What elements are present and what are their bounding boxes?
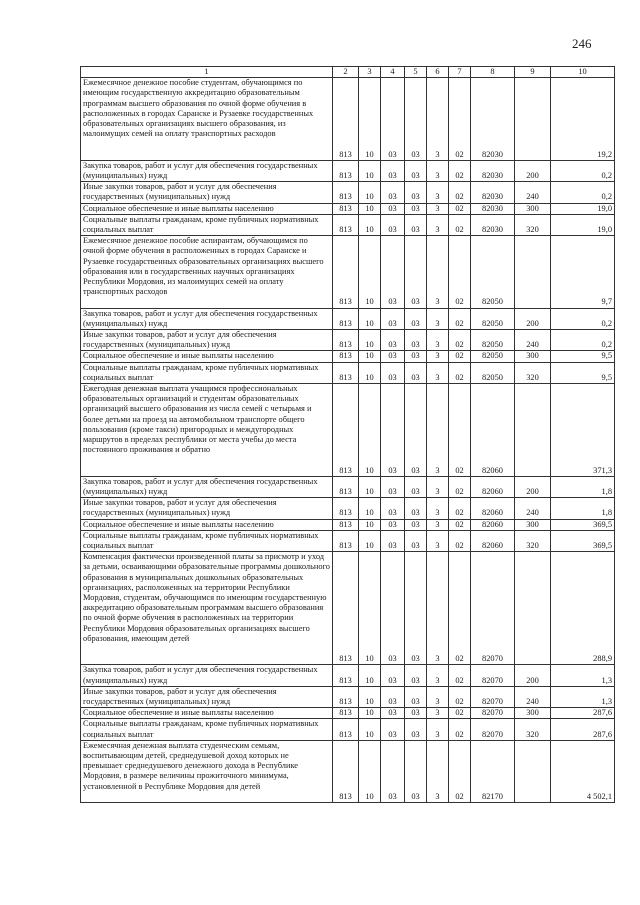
column-header-7: 7 (449, 67, 471, 78)
cell-c9: 320 (515, 530, 551, 551)
row-description: Иные закупки товаров, работ и услуг для обеспечения государственных (муниципальных) нужд (81, 182, 333, 203)
cell-c8: 82030 (471, 78, 515, 161)
cell-c7: 02 (449, 665, 471, 686)
cell-c6: 3 (427, 476, 449, 497)
cell-c10: 369,5 (551, 519, 615, 530)
cell-c8: 82070 (471, 708, 515, 719)
cell-c8: 82060 (471, 476, 515, 497)
row-description: Социальные выплаты гражданам, кроме публичных нормативных социальных выплат (81, 214, 333, 235)
cell-c5: 03 (405, 552, 427, 665)
cell-c7: 02 (449, 203, 471, 214)
cell-c7: 02 (449, 182, 471, 203)
row-description: Ежемесячное денежное пособие аспирантам, обучающимся по очной форме обучения в расположенных в городах Саранске и Рузаевке государственных образовательных организациях высшего образования или в государственных научных организациях Республики Мордовия, из малоимущих семей на оплату транспортных расходов (81, 236, 333, 308)
cell-c2: 813 (333, 330, 359, 351)
cell-c6: 3 (427, 530, 449, 551)
cell-c2: 813 (333, 384, 359, 477)
table-row (81, 530, 615, 551)
cell-c7: 02 (449, 236, 471, 308)
row-description: Социальные выплаты гражданам, кроме публичных нормативных социальных выплат (81, 530, 333, 551)
cell-c7: 02 (449, 330, 471, 351)
cell-c7: 02 (449, 498, 471, 519)
cell-c2: 813 (333, 708, 359, 719)
cell-c2: 813 (333, 665, 359, 686)
cell-c5: 03 (405, 708, 427, 719)
cell-c8: 82030 (471, 214, 515, 235)
cell-c9: 240 (515, 686, 551, 707)
table-row (81, 719, 615, 740)
cell-c2: 813 (333, 78, 359, 161)
page-number: 246 (572, 36, 592, 51)
cell-c2: 813 (333, 476, 359, 497)
cell-c6: 3 (427, 330, 449, 351)
row-description: Ежемесячное денежное пособие студентам, обучающимся по имеющим государственную аккредитацию образовательным программам высшего образования по очной форме обучения в расположенных в городах Саранске и Рузаевке государственных образовательных организациях высшего образования, из малоимущих семей на оплату транспортных расходов (81, 78, 333, 161)
cell-c10: 1,3 (551, 686, 615, 707)
cell-c8: 82050 (471, 351, 515, 362)
cell-c10: 19,0 (551, 203, 615, 214)
cell-c9: 200 (515, 160, 551, 181)
cell-c8: 82070 (471, 665, 515, 686)
row-description: Социальные выплаты гражданам, кроме публичных нормативных социальных выплат (81, 719, 333, 740)
cell-c9: 320 (515, 362, 551, 383)
cell-c4: 03 (381, 498, 405, 519)
table-row (81, 476, 615, 497)
table-row (81, 351, 615, 362)
table-row (81, 519, 615, 530)
cell-c6: 3 (427, 351, 449, 362)
header-row (81, 67, 615, 78)
row-description: Закупка товаров, работ и услуг для обеспечения государственных (муниципальных) нужд (81, 665, 333, 686)
cell-c10: 4 502,1 (551, 740, 615, 802)
cell-c2: 813 (333, 519, 359, 530)
cell-c6: 3 (427, 182, 449, 203)
cell-c5: 03 (405, 351, 427, 362)
cell-c8: 82050 (471, 330, 515, 351)
cell-c8: 82070 (471, 552, 515, 665)
cell-c8: 82030 (471, 203, 515, 214)
cell-c3: 10 (359, 384, 381, 477)
table-row (81, 498, 615, 519)
cell-c4: 03 (381, 351, 405, 362)
cell-c3: 10 (359, 552, 381, 665)
cell-c5: 03 (405, 362, 427, 383)
cell-c8: 82050 (471, 362, 515, 383)
cell-c4: 03 (381, 203, 405, 214)
cell-c7: 02 (449, 686, 471, 707)
cell-c7: 02 (449, 78, 471, 161)
cell-c7: 02 (449, 719, 471, 740)
row-description: Социальное обеспечение и иные выплаты населению (81, 519, 333, 530)
cell-c6: 3 (427, 552, 449, 665)
cell-c10: 0,2 (551, 182, 615, 203)
cell-c9: 200 (515, 665, 551, 686)
cell-c5: 03 (405, 182, 427, 203)
cell-c9: 300 (515, 519, 551, 530)
cell-c8: 82030 (471, 182, 515, 203)
cell-c10: 0,2 (551, 308, 615, 329)
row-description: Социальное обеспечение и иные выплаты населению (81, 708, 333, 719)
cell-c7: 02 (449, 351, 471, 362)
cell-c3: 10 (359, 498, 381, 519)
cell-c10: 287,6 (551, 708, 615, 719)
table-row (81, 362, 615, 383)
cell-c9: 320 (515, 719, 551, 740)
table-row (81, 308, 615, 329)
cell-c2: 813 (333, 498, 359, 519)
cell-c8: 82060 (471, 498, 515, 519)
cell-c10: 288,9 (551, 552, 615, 665)
cell-c3: 10 (359, 708, 381, 719)
cell-c10: 1,8 (551, 498, 615, 519)
cell-c9: 240 (515, 330, 551, 351)
cell-c4: 03 (381, 552, 405, 665)
cell-c4: 03 (381, 686, 405, 707)
column-header-6: 6 (427, 67, 449, 78)
cell-c6: 3 (427, 740, 449, 802)
cell-c3: 10 (359, 351, 381, 362)
table-row (81, 160, 615, 181)
cell-c4: 03 (381, 160, 405, 181)
cell-c10: 19,0 (551, 214, 615, 235)
column-header-5: 5 (405, 67, 427, 78)
cell-c9 (515, 740, 551, 802)
cell-c5: 03 (405, 203, 427, 214)
cell-c2: 813 (333, 214, 359, 235)
cell-c10: 9,5 (551, 351, 615, 362)
cell-c7: 02 (449, 740, 471, 802)
cell-c5: 03 (405, 519, 427, 530)
cell-c4: 03 (381, 384, 405, 477)
table-row (81, 214, 615, 235)
cell-c5: 03 (405, 330, 427, 351)
table-row (81, 236, 615, 308)
cell-c9 (515, 552, 551, 665)
cell-c8: 82050 (471, 236, 515, 308)
cell-c3: 10 (359, 308, 381, 329)
cell-c10: 9,5 (551, 362, 615, 383)
row-description: Иные закупки товаров, работ и услуг для обеспечения государственных (муниципальных) нужд (81, 686, 333, 707)
cell-c5: 03 (405, 740, 427, 802)
cell-c4: 03 (381, 740, 405, 802)
budget-table (80, 66, 615, 803)
cell-c3: 10 (359, 182, 381, 203)
column-header-2: 2 (333, 67, 359, 78)
cell-c3: 10 (359, 214, 381, 235)
cell-c4: 03 (381, 362, 405, 383)
cell-c5: 03 (405, 236, 427, 308)
cell-c9: 240 (515, 498, 551, 519)
cell-c8: 82060 (471, 519, 515, 530)
cell-c5: 03 (405, 476, 427, 497)
cell-c6: 3 (427, 519, 449, 530)
cell-c4: 03 (381, 236, 405, 308)
cell-c6: 3 (427, 686, 449, 707)
row-description: Иные закупки товаров, работ и услуг для обеспечения государственных (муниципальных) нужд (81, 330, 333, 351)
cell-c3: 10 (359, 203, 381, 214)
cell-c3: 10 (359, 665, 381, 686)
table-row (81, 203, 615, 214)
cell-c9: 300 (515, 708, 551, 719)
row-description: Иные закупки товаров, работ и услуг для обеспечения государственных (муниципальных) нужд (81, 498, 333, 519)
cell-c7: 02 (449, 519, 471, 530)
cell-c3: 10 (359, 719, 381, 740)
row-description: Ежегодная денежная выплата учащимся профессиональных образовательных организаций и студентам образовательных организаций высшего образования из числа семей с четырьмя и более детьми на проезд на автомобильном транспорте общего пользования (кроме такси) пригородных и междугородных маршрутов в пределах республики от места учебы до места постоянного проживания и обратно (81, 384, 333, 477)
cell-c2: 813 (333, 362, 359, 383)
table-row (81, 330, 615, 351)
row-description: Социальное обеспечение и иные выплаты населению (81, 351, 333, 362)
cell-c6: 3 (427, 203, 449, 214)
cell-c7: 02 (449, 384, 471, 477)
cell-c5: 03 (405, 214, 427, 235)
cell-c4: 03 (381, 182, 405, 203)
cell-c7: 02 (449, 160, 471, 181)
cell-c9 (515, 78, 551, 161)
cell-c10: 287,6 (551, 719, 615, 740)
table-row (81, 78, 615, 161)
cell-c2: 813 (333, 236, 359, 308)
cell-c9 (515, 236, 551, 308)
cell-c7: 02 (449, 476, 471, 497)
cell-c7: 02 (449, 530, 471, 551)
cell-c3: 10 (359, 78, 381, 161)
cell-c9: 320 (515, 214, 551, 235)
cell-c6: 3 (427, 498, 449, 519)
cell-c7: 02 (449, 308, 471, 329)
cell-c7: 02 (449, 708, 471, 719)
cell-c6: 3 (427, 362, 449, 383)
cell-c3: 10 (359, 160, 381, 181)
cell-c6: 3 (427, 308, 449, 329)
cell-c3: 10 (359, 740, 381, 802)
cell-c6: 3 (427, 236, 449, 308)
row-description: Закупка товаров, работ и услуг для обеспечения государственных (муниципальных) нужд (81, 476, 333, 497)
cell-c6: 3 (427, 665, 449, 686)
cell-c3: 10 (359, 686, 381, 707)
cell-c5: 03 (405, 160, 427, 181)
cell-c5: 03 (405, 686, 427, 707)
column-header-3: 3 (359, 67, 381, 78)
cell-c3: 10 (359, 236, 381, 308)
cell-c3: 10 (359, 519, 381, 530)
cell-c8: 82060 (471, 384, 515, 477)
cell-c2: 813 (333, 203, 359, 214)
cell-c8: 82170 (471, 740, 515, 802)
cell-c4: 03 (381, 330, 405, 351)
cell-c3: 10 (359, 330, 381, 351)
cell-c2: 813 (333, 686, 359, 707)
cell-c5: 03 (405, 530, 427, 551)
row-description: Компенсация фактически произведенной платы за присмотр и уход за детьми, осваивающими образовательные программы дошкольного образования в муниципальных дошкольных образовательных организациях, расположенных на территории Республики Мордовия, студентам, обучающимся по имеющим государственную аккредитацию образовательным программам высшего образования по очной форме обучения в расположенных на территории Республики Мордовия образовательных организациях высшего образования, имеющим детей (81, 552, 333, 665)
row-description: Социальные выплаты гражданам, кроме публичных нормативных социальных выплат (81, 362, 333, 383)
cell-c9: 200 (515, 476, 551, 497)
cell-c5: 03 (405, 308, 427, 329)
cell-c5: 03 (405, 78, 427, 161)
cell-c6: 3 (427, 719, 449, 740)
cell-c4: 03 (381, 530, 405, 551)
cell-c9: 200 (515, 308, 551, 329)
cell-c3: 10 (359, 530, 381, 551)
cell-c2: 813 (333, 552, 359, 665)
table-row (81, 552, 615, 665)
cell-c2: 813 (333, 719, 359, 740)
cell-c10: 1,3 (551, 665, 615, 686)
cell-c10: 0,2 (551, 330, 615, 351)
cell-c4: 03 (381, 476, 405, 497)
cell-c6: 3 (427, 384, 449, 477)
table-body (81, 78, 615, 803)
cell-c8: 82070 (471, 719, 515, 740)
column-header-9: 9 (515, 67, 551, 78)
table-row (81, 665, 615, 686)
cell-c6: 3 (427, 214, 449, 235)
cell-c4: 03 (381, 308, 405, 329)
cell-c10: 0,2 (551, 160, 615, 181)
table-row (81, 686, 615, 707)
cell-c4: 03 (381, 519, 405, 530)
cell-c4: 03 (381, 214, 405, 235)
cell-c6: 3 (427, 160, 449, 181)
cell-c4: 03 (381, 665, 405, 686)
row-description: Закупка товаров, работ и услуг для обеспечения государственных (муниципальных) нужд (81, 160, 333, 181)
cell-c8: 82070 (471, 686, 515, 707)
cell-c9 (515, 384, 551, 477)
column-header-10: 10 (551, 67, 615, 78)
cell-c4: 03 (381, 78, 405, 161)
cell-c10: 371,3 (551, 384, 615, 477)
cell-c5: 03 (405, 384, 427, 477)
row-description: Социальное обеспечение и иные выплаты населению (81, 203, 333, 214)
cell-c7: 02 (449, 552, 471, 665)
cell-c8: 82030 (471, 160, 515, 181)
cell-c5: 03 (405, 719, 427, 740)
cell-c10: 1,8 (551, 476, 615, 497)
cell-c4: 03 (381, 719, 405, 740)
cell-c2: 813 (333, 308, 359, 329)
cell-c10: 369,5 (551, 530, 615, 551)
cell-c4: 03 (381, 708, 405, 719)
cell-c8: 82060 (471, 530, 515, 551)
row-description: Закупка товаров, работ и услуг для обеспечения государственных (муниципальных) нужд (81, 308, 333, 329)
cell-c6: 3 (427, 708, 449, 719)
cell-c8: 82050 (471, 308, 515, 329)
row-description: Ежемесячная денежная выплата студенческим семьям, воспитывающим детей, среднедушевой доход которых не превышает среднедушевого денежного дохода в Республике Мордовия, в размере величины прожиточного минимума, установленной в Республике Мордовия для детей (81, 740, 333, 802)
column-header-1: 1 (81, 67, 333, 78)
cell-c3: 10 (359, 476, 381, 497)
cell-c9: 240 (515, 182, 551, 203)
column-header-4: 4 (381, 67, 405, 78)
table-row (81, 740, 615, 802)
cell-c2: 813 (333, 182, 359, 203)
cell-c7: 02 (449, 214, 471, 235)
cell-c5: 03 (405, 665, 427, 686)
cell-c2: 813 (333, 351, 359, 362)
cell-c3: 10 (359, 362, 381, 383)
cell-c9: 300 (515, 351, 551, 362)
cell-c7: 02 (449, 362, 471, 383)
cell-c9: 300 (515, 203, 551, 214)
table-row (81, 708, 615, 719)
cell-c5: 03 (405, 498, 427, 519)
cell-c6: 3 (427, 78, 449, 161)
table-row (81, 384, 615, 477)
cell-c2: 813 (333, 740, 359, 802)
cell-c10: 9,7 (551, 236, 615, 308)
column-header-8: 8 (471, 67, 515, 78)
cell-c10: 19,2 (551, 78, 615, 161)
cell-c2: 813 (333, 530, 359, 551)
cell-c2: 813 (333, 160, 359, 181)
table-row (81, 182, 615, 203)
